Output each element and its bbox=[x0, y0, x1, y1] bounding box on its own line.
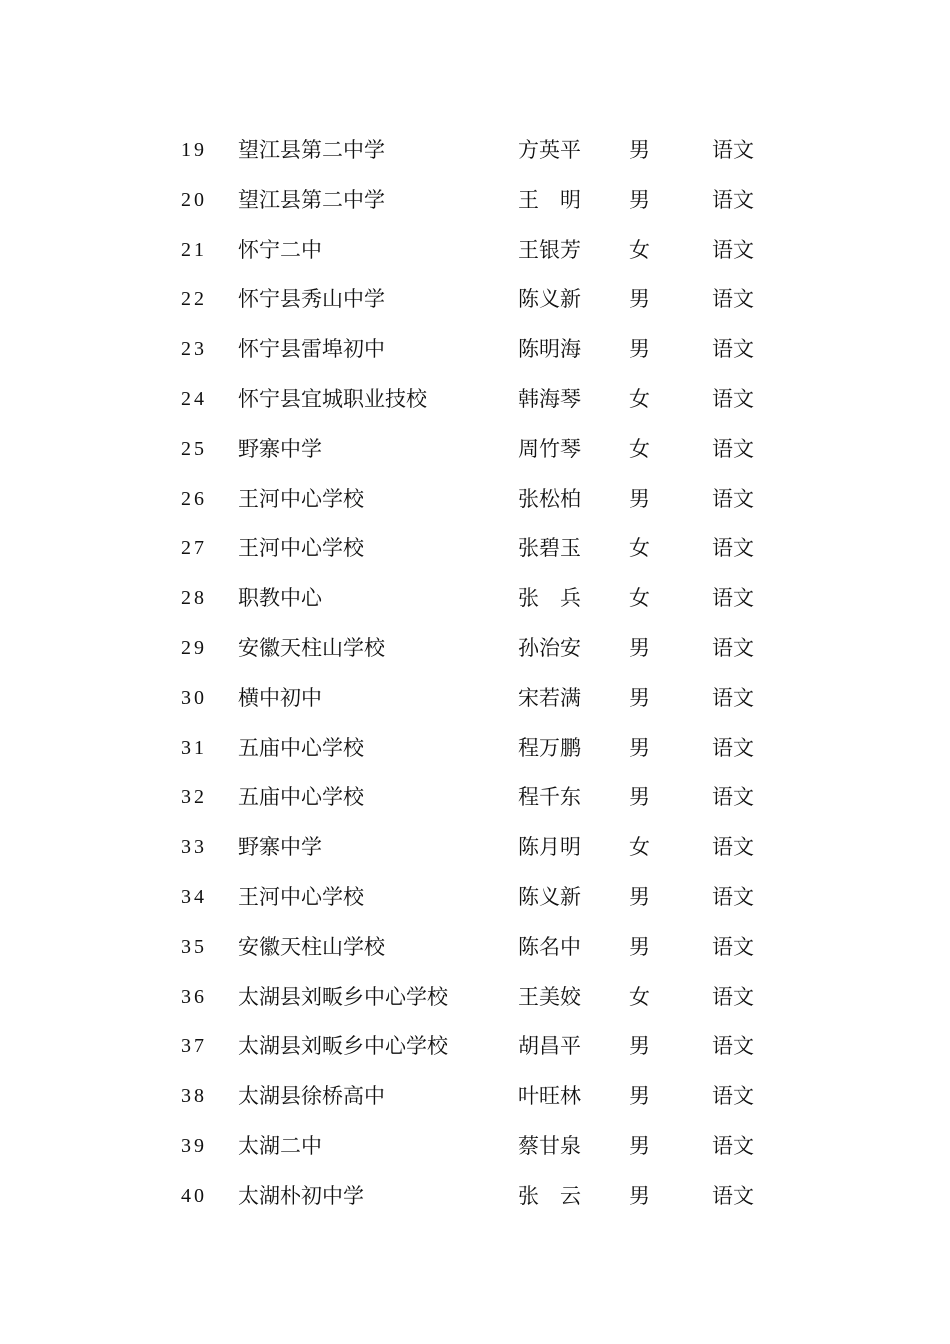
roster-row bbox=[0, 1072, 950, 1122]
roster-row bbox=[0, 1122, 950, 1172]
school-name: 王河中心学校 bbox=[238, 536, 364, 561]
teacher-subject: 语文 bbox=[712, 1034, 754, 1059]
teacher-subject: 语文 bbox=[712, 138, 754, 162]
teacher-gender: 男 bbox=[629, 735, 650, 760]
teacher-name: 宋若满 bbox=[518, 685, 581, 710]
teacher-subject: 语文 bbox=[712, 237, 754, 262]
school-name: 太湖县徐桥高中 bbox=[238, 1084, 385, 1109]
roster-row bbox=[0, 823, 950, 873]
school-name: 太湖县刘畈乡中心学校 bbox=[238, 1034, 448, 1059]
teacher-gender: 男 bbox=[629, 1034, 650, 1059]
row-number: 28 bbox=[181, 587, 207, 610]
school-name: 王河中心学校 bbox=[238, 486, 364, 511]
row-number: 38 bbox=[181, 1085, 207, 1108]
roster-row bbox=[0, 226, 950, 276]
roster-row bbox=[0, 126, 950, 176]
teacher-subject: 语文 bbox=[712, 735, 754, 760]
roster-row bbox=[0, 1022, 950, 1072]
teacher-name: 蔡甘泉 bbox=[518, 1133, 581, 1158]
row-number: 35 bbox=[181, 935, 207, 958]
teacher-name: 胡昌平 bbox=[518, 1034, 581, 1059]
roster-row bbox=[0, 176, 950, 226]
school-name: 怀宁县秀山中学 bbox=[238, 287, 385, 312]
teacher-subject: 语文 bbox=[712, 835, 754, 860]
school-name: 横中初中 bbox=[238, 685, 322, 710]
roster-row bbox=[0, 724, 950, 774]
teacher-name: 周竹琴 bbox=[518, 436, 581, 461]
teacher-gender: 男 bbox=[629, 685, 650, 710]
row-number: 24 bbox=[181, 387, 207, 410]
roster-row bbox=[0, 773, 950, 823]
school-name: 怀宁县宜城职业技校 bbox=[238, 386, 427, 411]
teacher-gender: 男 bbox=[629, 486, 650, 511]
teacher-gender: 女 bbox=[629, 436, 650, 461]
roster-row bbox=[0, 275, 950, 325]
teacher-subject: 语文 bbox=[712, 635, 754, 660]
teacher-gender: 女 bbox=[629, 386, 650, 411]
teacher-name: 孙治安 bbox=[518, 635, 581, 660]
teacher-gender: 男 bbox=[629, 138, 650, 162]
teacher-name: 陈明海 bbox=[518, 337, 581, 362]
row-number: 33 bbox=[181, 836, 207, 859]
teacher-gender: 男 bbox=[629, 1084, 650, 1109]
school-name: 五庙中心学校 bbox=[238, 785, 364, 810]
teacher-name: 张 兵 bbox=[518, 586, 581, 611]
teacher-subject: 语文 bbox=[712, 785, 754, 810]
school-name: 望江县第二中学 bbox=[238, 138, 385, 162]
teacher-subject: 语文 bbox=[712, 1133, 754, 1158]
roster-row bbox=[0, 674, 950, 724]
roster-row bbox=[0, 325, 950, 375]
school-name: 野寨中学 bbox=[238, 835, 322, 860]
teacher-name: 陈义新 bbox=[518, 884, 581, 909]
row-number: 26 bbox=[181, 487, 207, 510]
teacher-gender: 男 bbox=[629, 635, 650, 660]
teacher-name: 王银芳 bbox=[518, 237, 581, 262]
teacher-subject: 语文 bbox=[712, 1183, 754, 1208]
teacher-gender: 男 bbox=[629, 1133, 650, 1158]
roster-row bbox=[0, 475, 950, 525]
school-name: 安徽天柱山学校 bbox=[238, 635, 385, 660]
teacher-subject: 语文 bbox=[712, 187, 754, 212]
school-name: 五庙中心学校 bbox=[238, 735, 364, 760]
teacher-name: 王 明 bbox=[518, 187, 581, 212]
row-number: 20 bbox=[181, 188, 207, 211]
school-name: 怀宁二中 bbox=[238, 237, 322, 262]
teacher-gender: 女 bbox=[629, 536, 650, 561]
teacher-name: 程万鹏 bbox=[518, 735, 581, 760]
row-number: 29 bbox=[181, 636, 207, 659]
teacher-gender: 男 bbox=[629, 287, 650, 312]
teacher-name: 方英平 bbox=[518, 138, 581, 162]
roster-row bbox=[0, 375, 950, 425]
roster-row bbox=[0, 1172, 950, 1222]
school-name: 太湖县刘畈乡中心学校 bbox=[238, 984, 448, 1009]
row-number: 30 bbox=[181, 686, 207, 709]
school-name: 望江县第二中学 bbox=[238, 187, 385, 212]
row-number: 39 bbox=[181, 1134, 207, 1157]
teacher-name: 张松柏 bbox=[518, 486, 581, 511]
teacher-subject: 语文 bbox=[712, 287, 754, 312]
row-number: 19 bbox=[181, 139, 207, 161]
school-name: 职教中心 bbox=[238, 586, 322, 611]
teacher-gender: 男 bbox=[629, 187, 650, 212]
teacher-name: 叶旺林 bbox=[518, 1084, 581, 1109]
teacher-name: 陈义新 bbox=[518, 287, 581, 312]
teacher-subject: 语文 bbox=[712, 586, 754, 611]
row-number: 27 bbox=[181, 537, 207, 560]
row-number: 32 bbox=[181, 786, 207, 809]
roster-row bbox=[0, 425, 950, 475]
teacher-gender: 女 bbox=[629, 586, 650, 611]
school-name: 野寨中学 bbox=[238, 436, 322, 461]
school-name: 王河中心学校 bbox=[238, 884, 364, 909]
teacher-gender: 女 bbox=[629, 984, 650, 1009]
teacher-subject: 语文 bbox=[712, 934, 754, 959]
row-number: 34 bbox=[181, 885, 207, 908]
teacher-gender: 女 bbox=[629, 835, 650, 860]
roster-row bbox=[0, 624, 950, 674]
teacher-subject: 语文 bbox=[712, 386, 754, 411]
teacher-name: 陈名中 bbox=[518, 934, 581, 959]
teacher-subject: 语文 bbox=[712, 436, 754, 461]
teacher-gender: 女 bbox=[629, 237, 650, 262]
row-number: 36 bbox=[181, 985, 207, 1008]
roster-row bbox=[0, 923, 950, 973]
row-number: 31 bbox=[181, 736, 207, 759]
teacher-gender: 男 bbox=[629, 884, 650, 909]
teacher-name: 程千东 bbox=[518, 785, 581, 810]
teacher-gender: 男 bbox=[629, 785, 650, 810]
teacher-gender: 男 bbox=[629, 337, 650, 362]
teacher-subject: 语文 bbox=[712, 486, 754, 511]
row-number: 40 bbox=[181, 1184, 207, 1207]
teacher-subject: 语文 bbox=[712, 984, 754, 1009]
row-number: 22 bbox=[181, 288, 207, 311]
row-number: 23 bbox=[181, 338, 207, 361]
roster-row bbox=[0, 524, 950, 574]
roster-row bbox=[0, 873, 950, 923]
teacher-subject: 语文 bbox=[712, 884, 754, 909]
row-number: 37 bbox=[181, 1035, 207, 1058]
roster-row bbox=[0, 574, 950, 624]
teacher-subject: 语文 bbox=[712, 685, 754, 710]
teacher-name: 张碧玉 bbox=[518, 536, 581, 561]
teacher-roster-list bbox=[0, 126, 950, 1222]
school-name: 怀宁县雷埠初中 bbox=[238, 337, 385, 362]
teacher-gender: 男 bbox=[629, 1183, 650, 1208]
teacher-subject: 语文 bbox=[712, 337, 754, 362]
teacher-name: 陈月明 bbox=[518, 835, 581, 860]
school-name: 太湖二中 bbox=[238, 1133, 322, 1158]
school-name: 太湖朴初中学 bbox=[238, 1183, 364, 1208]
school-name: 安徽天柱山学校 bbox=[238, 934, 385, 959]
row-number: 21 bbox=[181, 238, 207, 261]
teacher-gender: 男 bbox=[629, 934, 650, 959]
roster-row bbox=[0, 973, 950, 1023]
teacher-subject: 语文 bbox=[712, 536, 754, 561]
teacher-name: 王美姣 bbox=[518, 984, 581, 1009]
teacher-name: 韩海琴 bbox=[518, 386, 581, 411]
teacher-subject: 语文 bbox=[712, 1084, 754, 1109]
row-number: 25 bbox=[181, 437, 207, 460]
teacher-name: 张 云 bbox=[518, 1183, 581, 1208]
